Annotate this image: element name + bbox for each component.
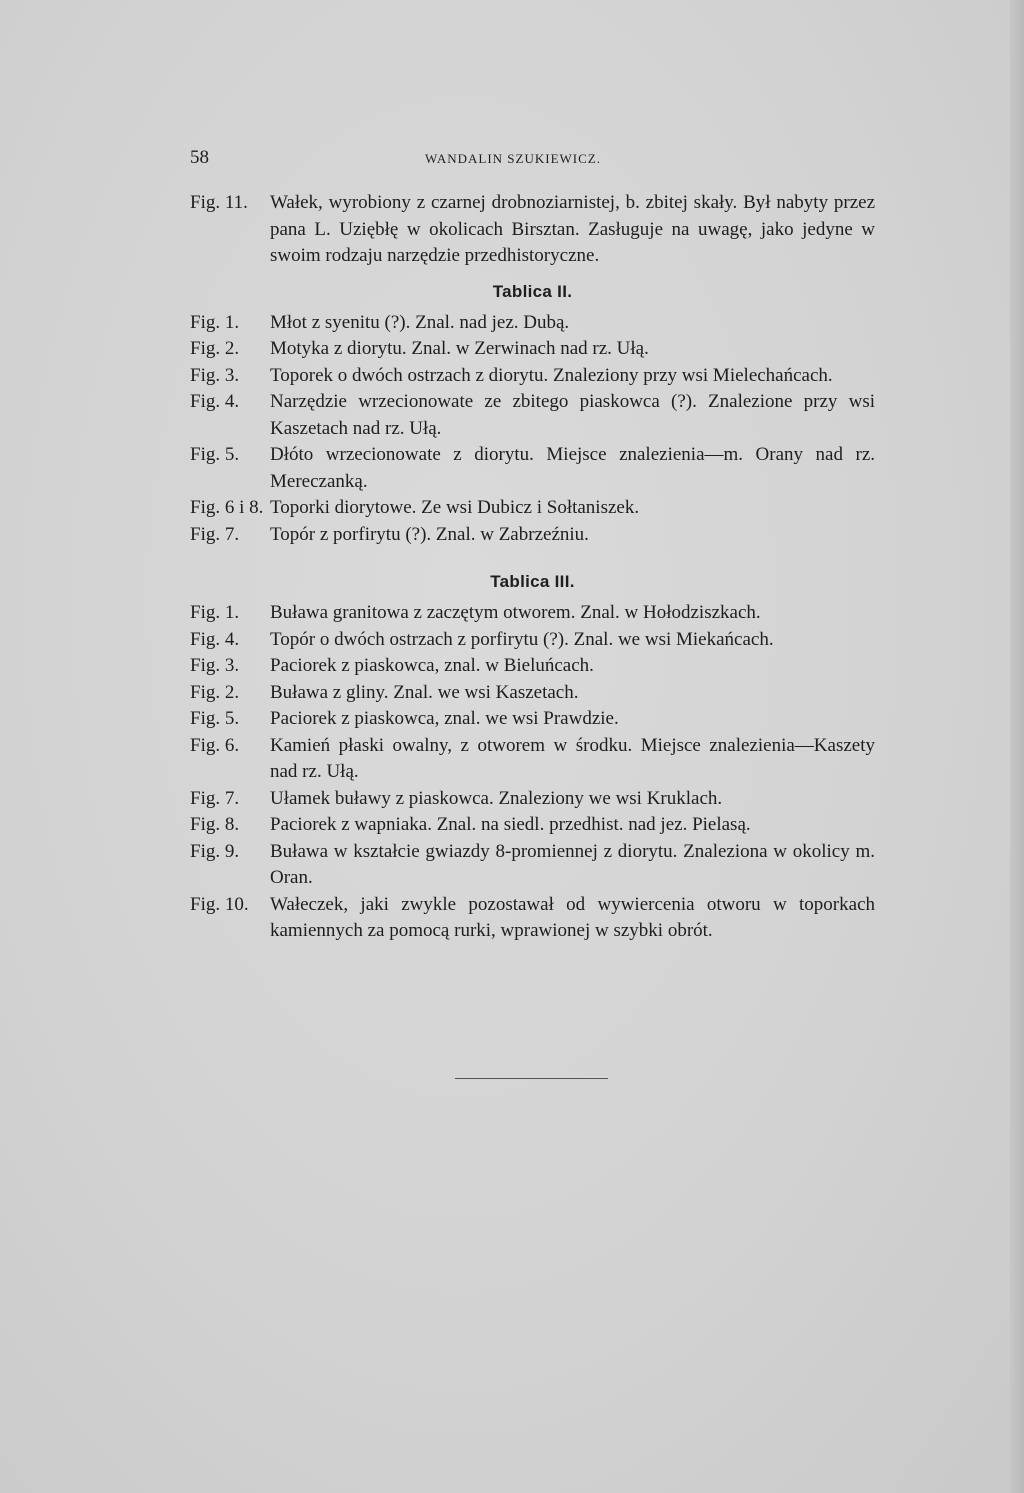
page-header	[190, 147, 880, 169]
figure-entry	[190, 190, 875, 270]
figure-description: Motyka z diorytu. Znal. w Zerwinach nad rz. Ułą.	[270, 338, 649, 359]
figure-entry	[190, 495, 875, 522]
figure-label: Fig. 11.	[190, 192, 248, 213]
figure-entry	[190, 336, 875, 363]
figure-entry	[190, 389, 875, 442]
running-head: WANDALIN SZUKIEWICZ.	[425, 151, 601, 166]
figure-description: Toporki diorytowe. Ze wsi Dubicz i Sołtaniszek.	[270, 497, 640, 518]
figure-entry	[190, 786, 875, 813]
figure-entry	[190, 839, 875, 892]
figure-label: Fig. 6.	[190, 734, 240, 756]
page-body	[190, 190, 875, 945]
figure-label: Fig. 8.	[190, 814, 240, 835]
figure-description: Buława granitowa z zaczętym otworem. Znal. w Hołodziszkach.	[270, 602, 761, 623]
figure-label: Fig. 4.	[190, 391, 240, 412]
figure-description: Toporek o dwóch ostrzach z diorytu. Znaleziony przy wsi Mielechańcach.	[270, 364, 833, 386]
tablica-3-entries	[190, 600, 875, 945]
figure-entry	[190, 812, 875, 839]
figure-entry	[190, 653, 875, 680]
intro-entries	[190, 190, 875, 270]
figure-entry	[190, 363, 875, 390]
figure-label: Fig. 5.	[190, 444, 240, 465]
section-title-tablica-3: Tablica III.	[490, 572, 575, 591]
figure-description: Wałeczek, jaki zwykle pozostawał od wywiercenia otworu w toporkach kamiennych za pomocą rurki, wprawionej w szybki obrót.	[270, 893, 875, 941]
figure-label: Fig. 10.	[190, 893, 249, 915]
figure-label: Fig. 1.	[190, 602, 240, 623]
figure-description: Paciorek z wapniaka. Znal. na siedl. przedhist. nad jez. Pielasą.	[270, 814, 751, 835]
page-number: 58	[190, 147, 209, 168]
figure-entry	[190, 627, 875, 654]
figure-entry	[190, 600, 875, 627]
figure-entry	[190, 522, 875, 549]
figure-label: Fig. 5.	[190, 708, 240, 729]
figure-label: Fig. 2.	[190, 338, 240, 359]
figure-entry	[190, 310, 875, 337]
figure-description: Paciorek z piaskowca, znal. we wsi Prawdzie.	[270, 708, 619, 729]
section-title-tablica-2: Tablica II.	[492, 281, 573, 301]
figure-entry	[190, 733, 875, 786]
figure-description: Wałek, wyrobiony z czarnej drobnoziarnistej, b. zbitej skały. Był nabyty przez pana L. Uziębłę w okolicach Birsztan. Zasługuje na uwagę, jako jedyne w swoim rodzaju narzędzie przedhistoryczne.	[270, 192, 875, 266]
figure-label: Fig. 3.	[190, 364, 240, 386]
tablica-2-entries	[190, 310, 875, 549]
figure-label: Fig. 3.	[190, 655, 240, 676]
end-rule	[455, 1078, 608, 1079]
figure-label: Fig. 1.	[190, 311, 240, 333]
figure-description: Paciorek z piaskowca, znal. w Bieluńcach.	[270, 655, 594, 676]
figure-label: Fig. 7.	[190, 523, 240, 545]
figure-description: Kamień płaski owalny, z otworem w środku. Miejsce znalezienia—Kaszety nad rz. Ułą.	[270, 734, 875, 782]
figure-label: Fig. 4.	[190, 628, 240, 650]
figure-description: Topór z porfirytu (?). Znal. w Zabrzeźniu.	[270, 523, 589, 545]
figure-description: Buława z gliny. Znal. we wsi Kaszetach.	[270, 681, 579, 703]
figure-description: Buława w kształcie gwiazdy 8-promiennej z diorytu. Znaleziona w okolicy m. Oran.	[270, 840, 875, 888]
page-edge-shadow	[1010, 0, 1024, 1493]
figure-label: Fig. 9.	[190, 840, 240, 862]
figure-description: Młot z syenitu (?). Znal. nad jez. Dubą.	[270, 311, 570, 333]
figure-description: Topór o dwóch ostrzach z porfirytu (?). Znal. we wsi Miekańcach.	[270, 628, 774, 650]
figure-entry	[190, 706, 875, 733]
figure-description: Ułamek buławy z piaskowca. Znaleziony we wsi Kruklach.	[270, 787, 723, 809]
figure-label: Fig. 6 i 8.	[190, 497, 264, 518]
figure-entry	[190, 892, 875, 945]
figure-label: Fig. 7.	[190, 787, 240, 809]
figure-entry	[190, 442, 875, 495]
figure-description: Dłóto wrzecionowate z diorytu. Miejsce znalezienia—m. Orany nad rz. Mereczanką.	[270, 444, 875, 492]
figure-description: Narzędzie wrzecionowate ze zbitego piaskowca (?). Znalezione przy wsi Kaszetach nad rz. Ułą.	[270, 391, 875, 439]
figure-label: Fig. 2.	[190, 681, 240, 703]
figure-entry	[190, 680, 875, 707]
